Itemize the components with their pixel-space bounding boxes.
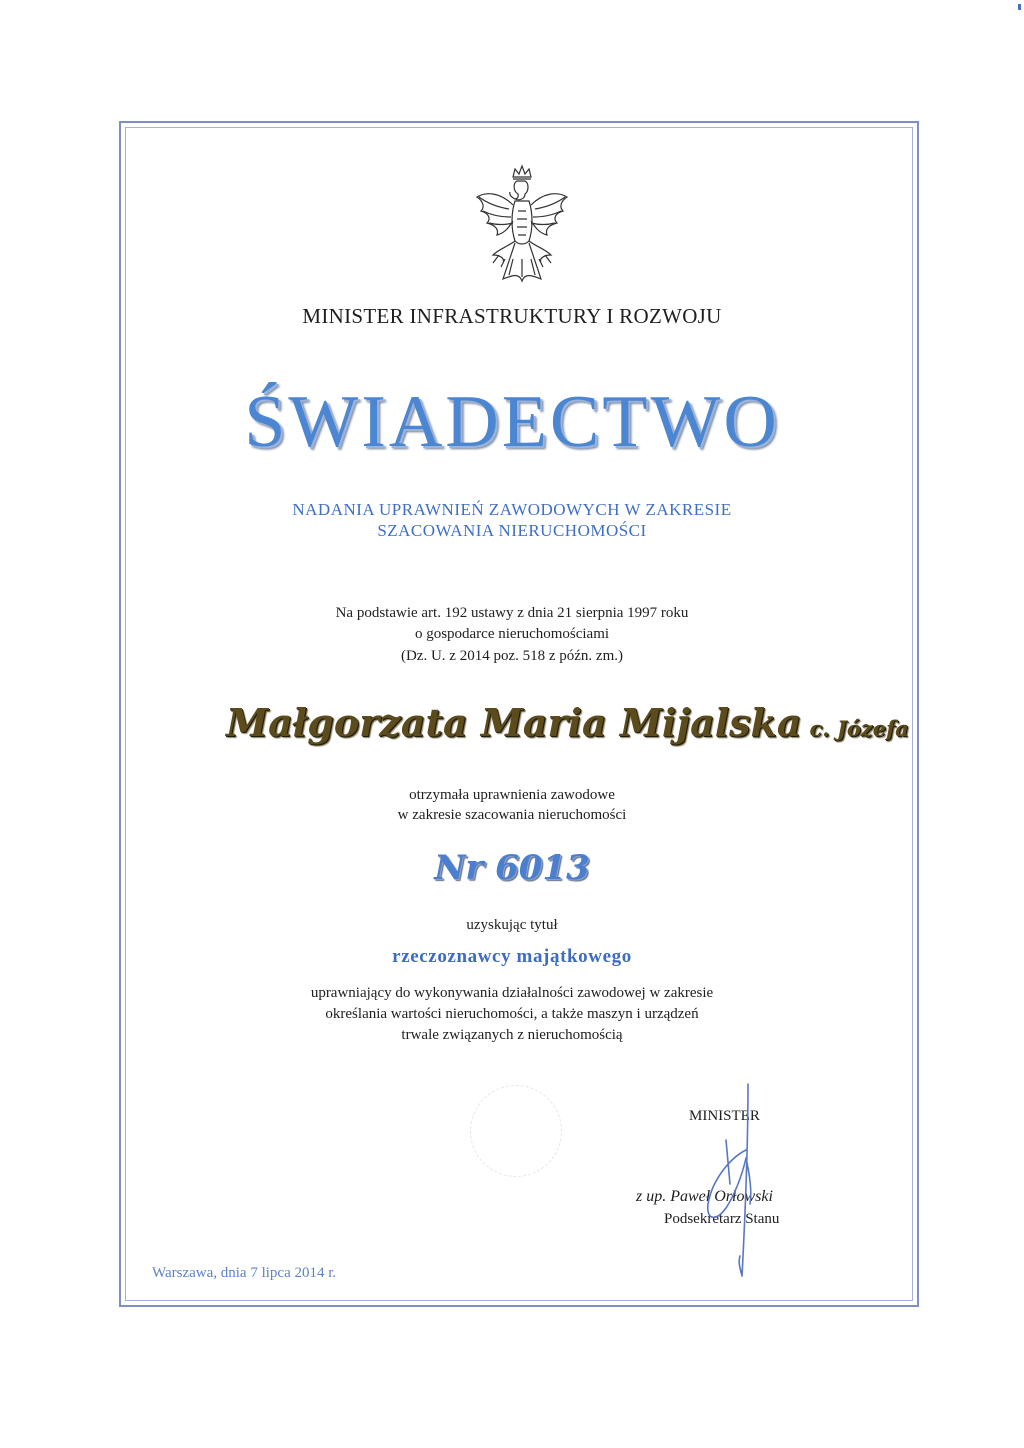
- legal-basis-line-2: o gospodarce nieruchomościami: [414, 626, 610, 642]
- received-line-2: w zakresie szacowania nieruchomości: [397, 807, 627, 823]
- certificate-title: ŚWIADECTWO: [244, 381, 780, 463]
- holder-name: Małgorzata Maria Mijalska: [226, 700, 802, 745]
- obtaining-title-text: uzyskując tytuł: [466, 917, 558, 933]
- polish-eagle-emblem-icon: [463, 163, 581, 285]
- signer-name: z up. Paweł Orłowski: [636, 1188, 773, 1205]
- legal-basis-line-3: (Dz. U. z 2014 poz. 518 z późn. zm.): [400, 648, 624, 664]
- authorization-line-3: trwale związanych z nieruchomością: [401, 1027, 623, 1043]
- received-line-1: otrzymała uprawnienia zawodowe: [409, 787, 615, 803]
- authorization-line-2: określania wartości nieruchomości, a także maszyn i urządzeń: [325, 1006, 699, 1022]
- signer-position: Podsekretarz Stanu: [664, 1211, 780, 1227]
- authorization-line-1: uprawniający do wykonywania działalności zawodowej w zakresie: [310, 985, 714, 1001]
- certificate-subtitle-line-1: NADANIA UPRAWNIEŃ ZAWODOWYCH W ZAKRESIE: [292, 500, 732, 519]
- embossed-seal-icon: [470, 1085, 562, 1177]
- ministry-heading: MINISTER INFRASTRUKTURY I ROZWOJU: [302, 304, 722, 328]
- certificate-subtitle-line-2: SZACOWANIA NIERUCHOMOŚCI: [377, 521, 647, 540]
- scan-corner-mark: [1018, 4, 1021, 10]
- holder-father-name: c. Józefa: [809, 716, 909, 741]
- place-and-date: Warszawa, dnia 7 lipca 2014 r.: [152, 1265, 337, 1281]
- holder-name-block: [226, 700, 909, 745]
- professional-title: rzeczoznawcy majątkowego: [392, 946, 632, 967]
- certificate-number: Nr 6013: [434, 848, 590, 888]
- legal-basis-line-1: Na podstawie art. 192 ustawy z dnia 21 sierpnia 1997 roku: [335, 605, 689, 621]
- handwritten-signature-icon: [690, 1080, 800, 1280]
- signer-role: MINISTER: [689, 1108, 760, 1124]
